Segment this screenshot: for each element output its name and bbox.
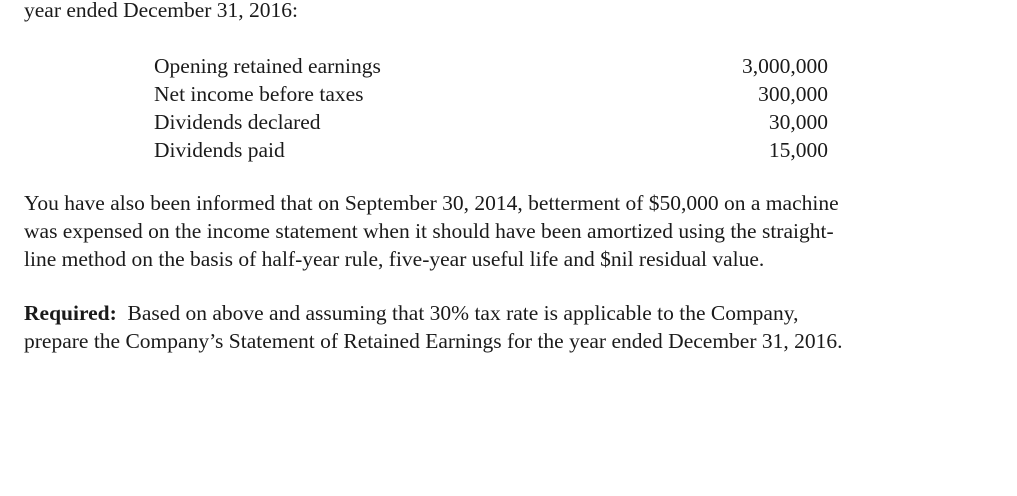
required-line-2: prepare the Company’s Statement of Retained Earnings for the year ended December 31, 2016. (24, 329, 843, 353)
paragraph-line: You have also been informed that on September 30, 2014, betterment of $50,000 on a machine (24, 191, 839, 215)
intro-text: year ended December 31, 2016: (24, 0, 299, 22)
figure-label: Opening retained earnings (154, 54, 381, 78)
betterment-paragraph (24, 189, 954, 273)
figure-label: Dividends paid (154, 138, 285, 162)
figure-row-opening-retained-earnings (154, 52, 828, 80)
figure-value: 300,000 (758, 82, 828, 106)
required-line-1 (24, 299, 954, 327)
figure-value: 3,000,000 (742, 54, 828, 78)
retained-earnings-figures (154, 52, 828, 164)
paragraph-line: line method on the basis of half-year rule, five-year useful life and $nil residual value. (24, 247, 765, 271)
required-paragraph (24, 299, 954, 355)
figure-row-dividends-paid (154, 136, 828, 164)
paragraph-line: was expensed on the income statement when it should have been amortized using the straight- (24, 219, 834, 243)
figure-label: Net income before taxes (154, 82, 364, 106)
figure-value: 30,000 (768, 110, 828, 134)
figure-row-net-income-before-taxes (154, 80, 828, 108)
figure-row-dividends-declared (154, 108, 828, 136)
figure-value: 15,000 (768, 138, 828, 162)
figure-label: Dividends declared (154, 110, 321, 134)
required-label: Required: (24, 301, 117, 325)
required-text: Based on above and assuming that 30% tax rate is applicable to the Company, (127, 301, 799, 325)
